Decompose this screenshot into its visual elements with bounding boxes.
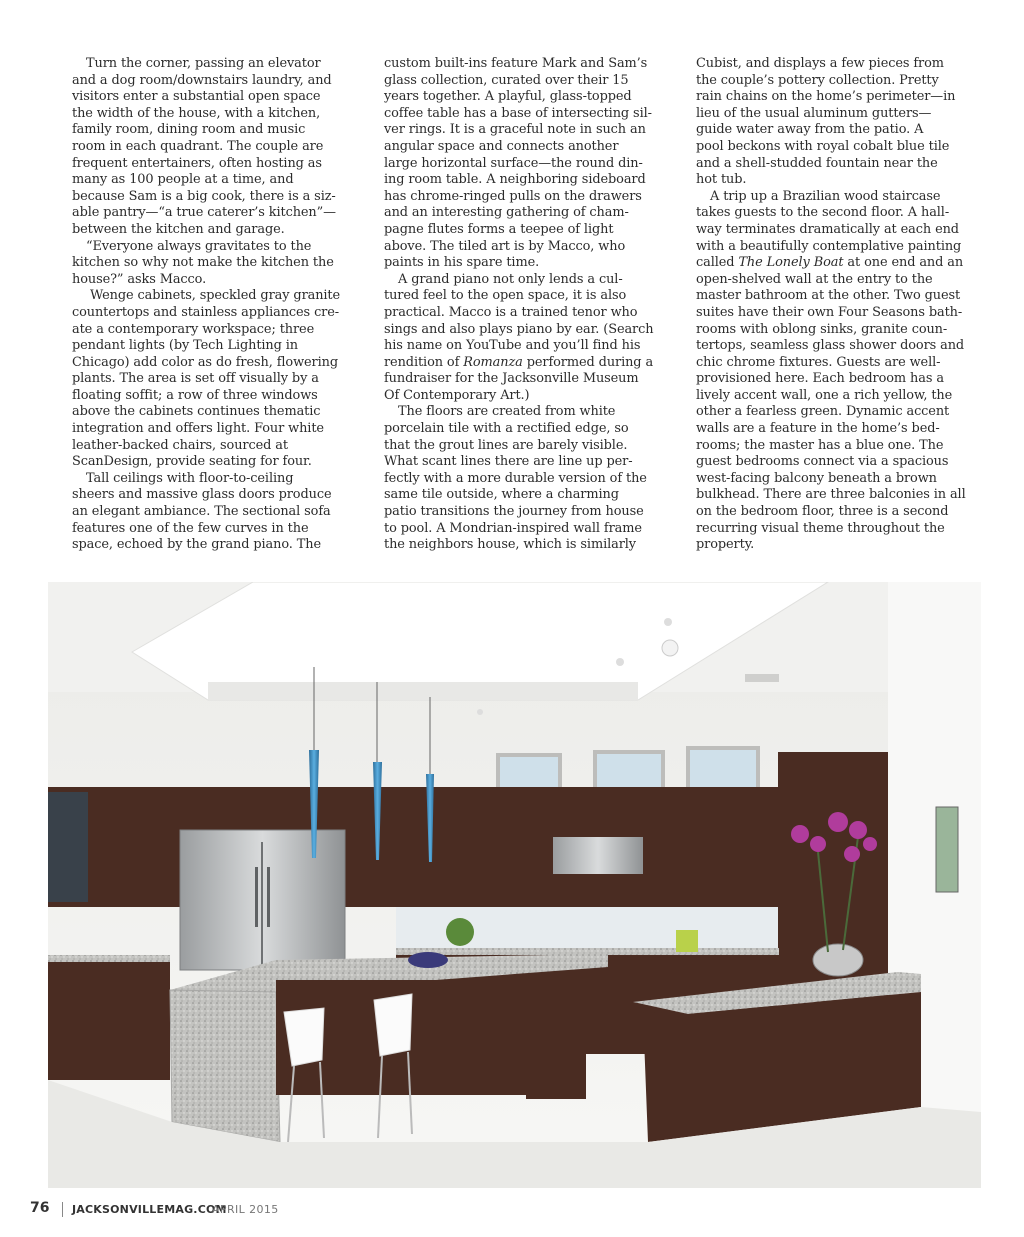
text-line: provisioned here. Each bedroom has a	[696, 371, 944, 387]
publication-url: JACKSONVILLEMAG.COM	[72, 1203, 227, 1216]
paragraph	[72, 56, 342, 239]
text-line: ate a contemporary workspace; three	[72, 321, 315, 337]
kitchen-illustration	[48, 582, 981, 1188]
article-column-3	[696, 56, 966, 554]
text-run: rendition of	[384, 354, 464, 370]
paragraph	[384, 404, 654, 553]
range-hood	[553, 837, 643, 874]
silver-bowl	[813, 944, 863, 976]
island-waterfall	[170, 990, 280, 1142]
text-line: able pantry—“a true caterer’s kitchen”—	[72, 205, 336, 221]
footer-divider	[62, 1202, 63, 1217]
text-line: floating soffit; a row of three windows	[72, 387, 318, 403]
paragraph	[72, 288, 342, 471]
text-line: his name on YouTube and you’ll find his	[384, 338, 641, 354]
text-line: features one of the few curves in the	[72, 520, 309, 536]
text-line: between the kitchen and garage.	[72, 221, 285, 237]
text-line: the width of the house, with a kitchen,	[72, 105, 321, 121]
text-line: frequent entertainers, often hosting as	[72, 155, 322, 171]
text-line: that the grout lines are barely visible.	[384, 437, 628, 453]
recessed-light	[477, 709, 483, 715]
fridge-handle	[267, 867, 270, 927]
text-line: open-shelved wall at the entry to the	[696, 271, 933, 287]
text-line: on the bedroom floor, three is a second	[696, 504, 949, 520]
text-line: What scant lines there are line up per-	[384, 454, 633, 470]
ceiling-speaker	[662, 640, 678, 656]
article-body	[72, 56, 968, 556]
paragraph	[72, 239, 342, 289]
text-line: chic chrome fixtures. Guests are well-	[696, 354, 941, 370]
text-line: room in each quadrant. The couple are	[72, 138, 324, 154]
text-line: and a shell-studded fountain near the	[696, 155, 938, 171]
text-line: pendant lights (by Tech Lighting in	[72, 338, 299, 354]
text-line: other a fearless green. Dynamic accent	[696, 404, 950, 420]
text-line: custom built-ins feature Mark and Sam’s	[384, 56, 648, 71]
text-line: with a beautifully contemplative painting	[696, 238, 962, 254]
back-countertop	[396, 948, 779, 955]
text-line: glass collection, curated over their 15	[384, 72, 629, 88]
paragraph	[696, 56, 966, 189]
text-block	[696, 272, 966, 553]
song-title: Romanza	[463, 354, 523, 370]
glass-cabinet	[48, 792, 88, 902]
text-line: pool beckons with royal cobalt blue tile	[696, 138, 950, 154]
wall-art	[936, 807, 958, 892]
text-line: above the cabinets continues thematic	[72, 404, 321, 420]
text-line: Tall ceilings with floor-to-ceiling	[86, 470, 294, 486]
text-line: years together. A playful, glass-topped	[384, 89, 632, 105]
article-column-2	[384, 56, 654, 554]
text-line: lieu of the usual aluminum gutters—	[696, 105, 932, 121]
text-line: sheers and massive glass doors produce	[72, 487, 332, 503]
island-drawers	[526, 974, 586, 1099]
text-line: west-facing balcony beneath a brown	[696, 470, 937, 486]
text-line: fundraiser for the Jacksonville Museum	[384, 371, 639, 387]
text-line: patio transitions the journey from house	[384, 504, 644, 520]
text-line: A grand piano not only lends a cul-	[398, 271, 623, 287]
text-line: paints in his spare time.	[384, 255, 540, 271]
text-line: A trip up a Brazilian wood staircase	[710, 188, 941, 204]
text-line: many as 100 people at a time, and	[72, 172, 294, 188]
text-line: the neighbors house, which is similarly	[384, 537, 636, 553]
issue-date: APRIL 2015	[212, 1203, 279, 1216]
text-line: porcelain tile with a rectified edge, so	[384, 421, 629, 437]
paragraph	[72, 471, 342, 554]
recessed-light	[664, 618, 672, 626]
paragraph	[384, 56, 654, 272]
text-line: visitors enter a substantial open space	[72, 89, 321, 105]
text-line: rain chains on the home’s perimeter—in	[696, 89, 956, 105]
left-countertop	[48, 955, 170, 962]
text-line: The floors are created from white	[398, 404, 616, 420]
text-line: has chrome-ringed pulls on the drawers	[384, 188, 642, 204]
text-line: property.	[696, 537, 755, 553]
text-run: performed during a	[522, 354, 654, 370]
text-line: tured feel to the open space, it is also	[384, 288, 627, 304]
text-line: integration and offers light. Four white	[72, 421, 324, 437]
soffit-edge	[208, 682, 638, 700]
text-line: the couple’s pottery collection. Pretty	[696, 72, 939, 88]
kitchen-photo	[48, 582, 981, 1188]
text-line: house?” asks Macco.	[72, 271, 207, 287]
text-line: rooms with oblong sinks, granite coun-	[696, 321, 948, 337]
text-line: ing room table. A neighboring sideboard	[384, 172, 646, 188]
text-line: bulkhead. There are three balconies in all	[696, 487, 966, 503]
painting-title: The Lonely Boat	[738, 255, 844, 271]
text-line: large horizontal surface—the round din-	[384, 155, 643, 171]
text-line: space, echoed by the grand piano. The	[72, 537, 321, 553]
herb-plant	[446, 918, 474, 946]
text-run: called	[696, 255, 739, 271]
paragraph-staircase	[696, 189, 966, 554]
text-line: family room, dining room and music	[72, 122, 306, 138]
text-line: above. The tiled art is by Macco, who	[384, 238, 626, 254]
text-line: angular space and connects another	[384, 138, 619, 154]
text-line: guide water away from the patio. A	[696, 122, 924, 138]
text-line: to pool. A Mondrian-inspired wall frame	[384, 520, 642, 536]
text-line: master bathroom at the other. Two guest	[696, 288, 961, 304]
text-line: kitchen so why not make the kitchen the	[72, 255, 334, 271]
text-line: Cubist, and displays a few pieces from	[696, 56, 944, 71]
text-line: an elegant ambiance. The sectional sofa	[72, 504, 331, 520]
text-line: and an interesting gathering of cham-	[384, 205, 629, 221]
knife-block	[676, 930, 698, 952]
text-line: Turn the corner, passing an elevator	[86, 56, 321, 71]
text-line: ScanDesign, provide seating for four.	[72, 454, 312, 470]
page-number: 76	[30, 1200, 50, 1216]
text-line: and a dog room/downstairs laundry, and	[72, 72, 332, 88]
text-line: Wenge cabinets, speckled gray granite	[90, 288, 341, 304]
bar-stool	[374, 994, 412, 1056]
text-line: walls are a feature in the home’s bed-	[696, 421, 940, 437]
air-vent	[745, 674, 779, 682]
text-line: coffee table has a base of intersecting sil-	[384, 105, 652, 121]
text-line: Of Contemporary Art.)	[384, 387, 530, 403]
text-line: tertops, seamless glass shower doors and	[696, 338, 965, 354]
text-line: recurring visual theme throughout the	[696, 520, 945, 536]
fridge-handle	[255, 867, 258, 927]
text-line: rooms; the master has a blue one. The	[696, 437, 944, 453]
text-line: “Everyone always gravitates to the	[86, 238, 312, 254]
page-footer	[0, 1200, 1024, 1224]
text-line: ver rings. It is a graceful note in such an	[384, 122, 646, 138]
text-line: plants. The area is set off visually by a	[72, 371, 319, 387]
text-line: fectly with a more durable version of the	[384, 470, 647, 486]
base-cabinets-left	[48, 960, 170, 1080]
paragraph-piano	[384, 272, 654, 405]
text-line: sings and also plays piano by ear. (Search	[384, 321, 654, 337]
text-block	[696, 189, 961, 254]
text-line: suites have their own Four Seasons bath-	[696, 304, 963, 320]
text-line: leather-backed chairs, sourced at	[72, 437, 288, 453]
recessed-light	[616, 658, 624, 666]
text-line: way terminates dramatically at each end	[696, 221, 959, 237]
text-line: guest bedrooms connect via a spacious	[696, 454, 949, 470]
text-run: at one end and an	[843, 255, 964, 271]
purple-bowl	[408, 952, 448, 968]
text-block	[384, 272, 653, 353]
text-line: lively accent wall, one a rich yellow, the	[696, 387, 953, 403]
text-line: takes guests to the second floor. A hall-	[696, 205, 950, 221]
text-line: practical. Macco is a trained tenor who	[384, 304, 638, 320]
text-line: Chicago) add color as do fresh, flowering	[72, 354, 338, 370]
text-line: countertops and stainless appliances cre-	[72, 304, 340, 320]
text-line: hot tub.	[696, 172, 747, 188]
article-column-1	[72, 56, 342, 554]
text-line: because Sam is a big cook, there is a siz-	[72, 188, 336, 204]
text-line: pagne flutes forms a teepee of light	[384, 221, 614, 237]
text-block	[384, 371, 639, 403]
text-line: same tile outside, where a charming	[384, 487, 619, 503]
